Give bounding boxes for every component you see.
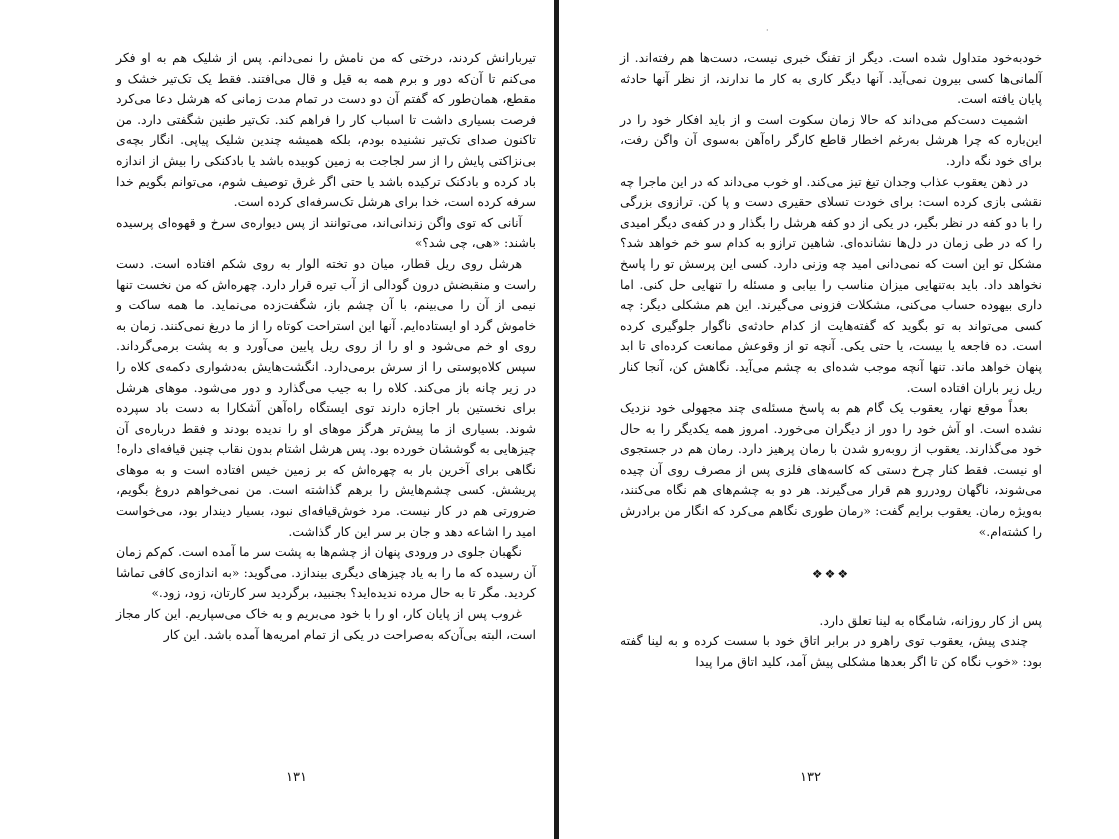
left-page-text [116, 48, 536, 645]
right-paragraph: اشمیت دست‌کم می‌داند که حالا زمان سکوت است و از باید افکار خود را در این‌باره که چرا هرشل به‌رغم اخطار قاطع کارگر راه‌آهن به‌سوی آن واگن رفت، برای خود نگه دارد. [620, 111, 1042, 168]
right-paragraph: در ذهن یعقوب عذاب وجدان تیغ تیز می‌کند. او خوب می‌داند که در این ماجرا چه نقشی بازی کرده است: برای خودت تسلای حقیری دست و پا کن. ترازوی بزرگی را با دو کفه در نظر بگیر، در یکی از دو کفه هرشل را بگذار و در کفه‌ی دیگر امیدی را که در طی زمان در دل‌ها نشانده‌ای. شاهین ترازو به کدام سو خم خواهد شد؟ مشکل تو این است که نمی‌دانی امید چه وزنی دارد. کسی این پرسش تو را پاسخ نخواهد داد. باید به‌تنهایی میزان مناسب را بیابی و مسئله را تنهایی حل کنی. اما داری بیهوده حساب می‌کنی، مشکلات فزونی می‌گیرند. این هم مشکلی دیگر: چه کسی می‌تواند به تو بگوید که گفته‌هایت از کدام حادثه‌ی ناگوار جلوگیری کرده است. ده فاجعه یا بیست، یا حتی یکی. آنچه تو از وقوعش ممانعت کرده‌ای تا ابد پنهان خواهد ماند. تنها آنچه موجب شده‌ای به چشم می‌آید. نگاهش کن، آنجا کنار ریل زیر باران افتاده است. [620, 173, 1042, 395]
right-paragraph: بعداً موقع نهار، یعقوب یک گام هم به پاسخ مسئله‌ی چند مجهولی خود نزدیک نشده است. او آش خود را دور از دیگران می‌خورد. امروز همه یکدیگر را به حال خود می‌گذارند. یعقوب از روبه‌رو شدن با رمان پرهیز دارد. رمان هم در جستجوی او نیست. فقط کنار چرخ دستی که کاسه‌های فلزی پس از مصرف روی آن چیده می‌شوند، ناگهان رودررو هم قرار می‌گیرند. هر دو به چشم‌های هم نگاه می‌کنند، به‌ویژه رمان. یعقوب برایم گفت: «رمان طوری نگاهم می‌کرد که انگار من برادرش را کشته‌ام.» [620, 400, 1042, 539]
left-paragraph: تیربارانش کردند، درختی که من نامش را نمی‌دانم. پس از شلیک هم به او فکر می‌کنم تا آن‌که دور و برم همه به قیل و قال می‌افتند. فقط یک تک‌تیر خشک و مقطع، همان‌طور که گفتم آن دو دست در تمام مدت زمانی که هرشل دعا می‌کرد فرصت بسیاری داشت تا اسباب کار را فراهم کند. تک‌تیر طنین شگفتی دارد. من تاکنون صدای تک‌تیر نشنیده بودم، بلکه همیشه چندین شلیک پیاپی. انگار بچه‌ی بی‌نزاکتی پایش را از سر لجاجت به زمین کوبیده باشد یا بادکنکی را بیش از اندازه باد کرده و بادکنک ترکیده باشد یا حتی اگر غرق توصیف شوم، می‌توانم بگویم خدا سرفه کرده است، خدا برای هرشل تک‌سرفه‌ای کرده است. [116, 50, 536, 210]
left-paragraph: آنانی که توی واگن زندانی‌اند، می‌توانند از پس دیواره‌ی سرخ و قهوه‌ای پرسیده باشند: «هی، چی شد؟» [116, 214, 536, 251]
left-paragraph: غروب پس از پایان کار، او را با خود می‌بریم و به خاک می‌سپاریم. این کار مجاز است، البته بی‌آن‌که به‌صراحت در یکی از تمام امریه‌ها آمده باشد. این کار [116, 606, 536, 642]
left-paragraph: هرشل روی ریل قطار، میان دو تخته الوار به روی شکم افتاده است. دست راست و منقبضش درون گودالی از آب تیره قرار دارد. چهره‌اش که من نخست تنها نیمی از آن را می‌بینم، با آن چشم باز، شگفت‌زده می‌نماید. ما همه ساکت و خاموش گرد او ایستاده‌ایم. آنها این استراحت کوتاه را از ما دریغ نمی‌کنند. زمان به روی او خم می‌شود و او را از روی ریل پایین می‌آورد و به پشت برمی‌گرداند. سپس کلاه‌پوستی را از سرش برمی‌دارد. انگشت‌هایش به‌دشواری دکمه‌ی کلاه را در زیر چانه باز می‌کند. کلاه را به جیب می‌گذارد و دور می‌شود. موهای هرشل برای نخستین بار اجازه دارند توی ایستگاه راه‌آهن آشکارا به دست باد سپرده شوند. بسیاری از ما پیش‌تر هرگز موهای او را ندیده بودند و فقط درباره‌ی آن چیزهایی به گوششان خورده بود. پس هرشل اشتام بدون نقاب چنین قیافه‌ای داره! نگاهی برای آخرین بار به چهره‌اش که بر زمین خیس افتاده است و به موهای پریشش. کسی چشم‌هایش را برهم گذاشته است. من نمی‌خواهم دروغ بگویم، ضرورتی هم در کار نیست. مرد خوش‌قیافه‌ای نبود، بسیار دیندار بود، می‌خواست امید را اشاعه دهد و جان بر سر این کار گذاشت. [116, 255, 536, 539]
right-page-text [620, 48, 1042, 673]
page-speck: · [766, 26, 769, 35]
section-separator: ❖❖❖ [811, 567, 851, 582]
right-paragraph: خودبه‌خود متداول شده است. دیگر از تفنگ خبری نیست، دست‌ها هم رفته‌اند. از آلمانی‌ها کسی بیرون نمی‌آید. آنها دیگر کاری به کار ما ندارند، از نظر آنها حادثه پایان یافته است. [620, 50, 1042, 107]
left-paragraph: نگهبان جلوی در ورودی پنهان از چشم‌ها به پشت سر ما آمده است. کم‌کم زمان آن رسیده که ما را به یاد چیزهای دیگری بیندازد. می‌گوید: «به اندازه‌ی کافی تماشا کردید. مگر تا به حال مرده ندیده‌اید؟ بجنبید، برگردید سر کارتان، زود، زود.» [116, 544, 536, 601]
right-paragraph: پس از کار روزانه، شامگاه به لینا تعلق دارد. [819, 612, 1042, 628]
right-paragraph: چندی پیش، یعقوب توی راهرو در برابر اتاق خود با سست کرده و به لینا گفته بود: «خوب نگاه کن تا اگر بعدها مشکلی پیش آمد، کلید اتاق مرا پیدا [620, 633, 1042, 670]
book-gutter [554, 0, 559, 839]
left-page-number: ۱۳۱ [286, 770, 307, 785]
right-page-number: ۱۳۲ [800, 770, 821, 785]
